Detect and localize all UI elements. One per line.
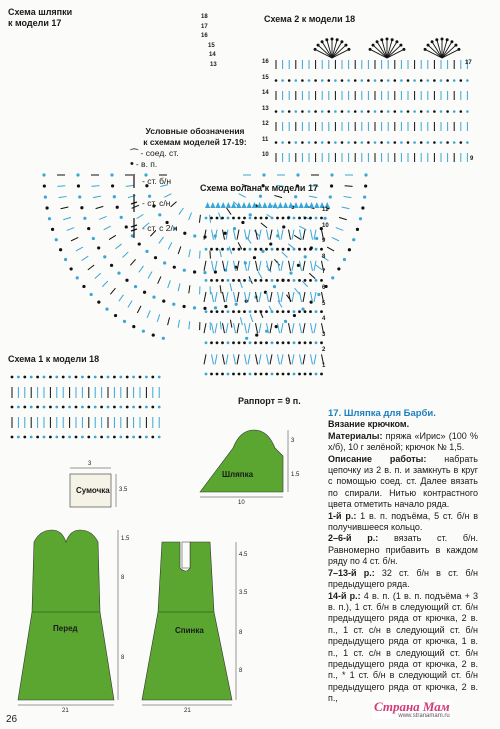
- scheme1-title: Схема 1 к модели 18: [8, 354, 100, 364]
- hat-row-numbers: 18 17 16 15 14 13: [201, 14, 217, 68]
- hat-dim-height: 3: [291, 438, 295, 444]
- front-dim-width: 21: [62, 708, 69, 714]
- article-materials: Материалы: пряжа «Ирис» (100 % х/б), 10 г зелёной; крючок № 1,5.: [328, 430, 478, 453]
- slip-stitch-icon: ⌒: [130, 148, 139, 158]
- bag-dim-width: 3: [88, 461, 92, 467]
- hat-pattern: [200, 430, 283, 492]
- hat-dim-width: 10: [238, 500, 245, 506]
- ruffle-row-numbers: 11 10 9 8 7 6 5 4 3 2 1: [322, 207, 329, 369]
- hat-scheme-title: Схема шляпки к модели 17: [8, 7, 73, 28]
- front-dim-bodice: 8: [121, 575, 125, 581]
- legend-item-sc: - ст. б/н: [130, 174, 260, 188]
- legend-item-chain: • - в. п.: [130, 158, 158, 170]
- article-row-14: 14-й р.: 4 в. п. (1 в. п. подъёма + 3 в. п.), 1 ст. б/н в следующий ст. б/н предыдущего ряда от крючка, 2 в. п., 1 ст. с/н в следующий ст. б/н предыдущего ряда от крючка, 1 в. п., 1 ст. с/н в следующий ст. б/н предыдущего ряда от крючка, 2 в. п., * 1 ст. б/н в следующий ст. б/н предыдущего ряда от крючка, 2 в. п.,: [328, 590, 478, 704]
- hat-pattern-label: Шляпка: [222, 470, 254, 479]
- bag-pattern-label: Сумочка: [76, 486, 110, 495]
- scheme2-right-number-bottom: 9: [470, 156, 474, 162]
- article-row-7-13: 7–13-й р.: 32 ст. б/н в ст. б/н предыдущего ряда.: [328, 567, 479, 590]
- scheme2-title: Схема 2 к модели 18: [264, 14, 356, 24]
- article-subheading: Вязание крючком.: [328, 419, 410, 430]
- scheme2-right-number-top: 17: [465, 60, 472, 66]
- article: [328, 408, 478, 705]
- back-dim-skirt: 8: [239, 668, 243, 674]
- back-pattern-label: Спинка: [175, 626, 204, 635]
- bag-dim-height: 3.5: [119, 487, 128, 493]
- front-pattern: [18, 530, 114, 700]
- article-description: Описание работы: набрать цепочку из 2 в. п. и замкнуть в круг с помощью соед. ст. Далее вязать по спирали. Нитью контрастного цвета отметить начало ряда.: [328, 453, 478, 510]
- legend-item-dc: - ст. с/н: [130, 194, 260, 212]
- back-dim-slit: 4.5: [239, 552, 248, 558]
- watermark: Страна Мам www.stranamam.ru: [374, 699, 450, 719]
- front-pattern-label: Перед: [53, 624, 78, 633]
- article-row-2-6: 2–6-й р.: вязать ст. б/н. Равномерно прибавить в каждом ряду по 4 ст. б/н.: [328, 533, 478, 567]
- chain-stitch-icon: •: [130, 158, 134, 170]
- front-dim-top: 1.5: [121, 536, 130, 542]
- back-dim-upper: 8: [239, 630, 243, 636]
- ruffle-repeat-note: Раппорт = 9 п.: [238, 396, 301, 406]
- legend-item-tr: - ст. с 2/н: [130, 218, 260, 238]
- hat-dim-brim: 1.5: [291, 472, 300, 478]
- scheme2-left-numbers: 16 15 14 13 12 11 10: [262, 59, 269, 158]
- legend-item-slip-stitch: ⌒ - соед. ст.: [130, 148, 179, 158]
- article-heading: 17. Шляпка для Барби.: [328, 408, 436, 419]
- ruffle-scheme-title: Схема волана к модели 17: [200, 183, 318, 193]
- back-dim-width: 21: [184, 708, 191, 714]
- article-row-1: 1-й р.: 1 в. п. подъёма, 5 ст. б/н в получившееся кольцо.: [328, 510, 479, 533]
- back-dim-waist: 3.5: [239, 590, 248, 596]
- legend: Условные обозначения к схемам моделей 17-19: ⌒ - соед. ст. • - в. п. - ст. б/н - ст. с/н - ст. с 2/н: [130, 126, 260, 238]
- front-dim-skirt: 8: [121, 655, 125, 661]
- page-number: 26: [6, 714, 18, 725]
